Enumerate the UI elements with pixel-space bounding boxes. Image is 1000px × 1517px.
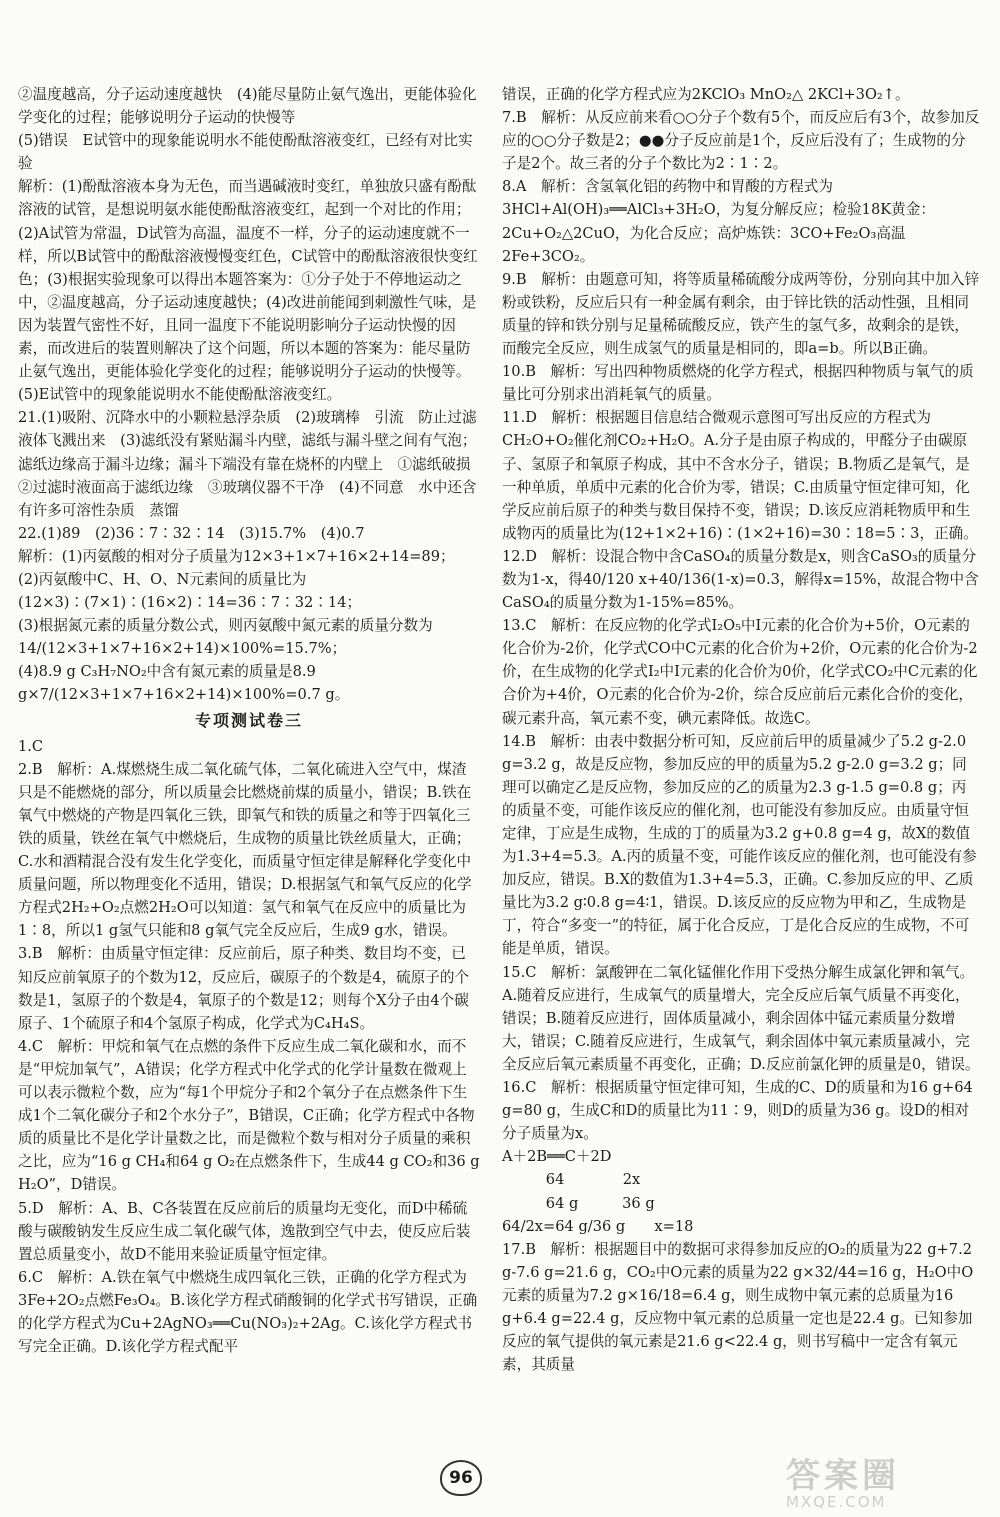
- answer-text-block: 错误，正确的化学方程式应为2KClO₃ MnO₂△ 2KCl+3O₂↑。 7.B 解析：从反应前来看○○分子个数有5个，而反应后有3个，故参加反应的○○分子数是2；●●分子反应前是1个，反应后没有了；生成物的分子是2个。故三者的分子个数比为2∶1∶2。 8.A 解析：含氢氧化铝的药物中和胃酸的方程式为3HCl+Al(OH)₃══AlCl₃+3H₂O，为复分解反应；检验18K黄金：2Cu+O₂△2CuO，为化合反应；高炉炼铁：3CO+Fe₂O₃高温2Fe+3CO₂。 9.B 解析：由题意可知，将等质量稀硫酸分成两等份，分别向其中加入锌粉或铁粉，反应后只有一种金属有剩余，由于锌比铁的活动性强，且相同质量的锌和铁分别与足量稀硫酸反应，铁产生的氢气多，故剩余的是铁，而酸完全反应，则生成氢气的质量是相同的，即a=b。所以B正确。 10.B 解析：写出四种物质燃烧的化学方程式，根据四种物质与氧气的质量比可分别求出消耗氧气的质量。 11.D 解析：根据题目信息结合微观示意图可写出反应的方程式为CH₂O+O₂催化剂CO₂+H₂O。A.分子是由原子构成的，甲醛分子由碳原子、氢原子和氧原子构成，其中不含水分子，错误；B.物质乙是氧气，是一种单质，单质中元素的化合价为零，错误；C.由质量守恒定律可知，化学反应前后原子的种类与数目保持不变，错误；D.该反应消耗物质甲和生成物丙的质量比为(12+1×2+16)∶(1×2+16)=30∶18=5∶3，正确。 12.D 解析：设混合物中含CaSO₄的质量分数是x，则含CaSO₃的质量分数为1-x，得40/120 x+40/136(1-x)=0.3，解得x=15%，故混合物中含CaSO₄的质量分数为1-15%=85%。 13.C 解析：在反应物的化学式I₂O₅中I元素的化合价为+5价，O元素的化合价为-2价，化学式CO中C元素的化合价为+2价，O元素的化合价为-2价，在生成物的化学式I₂中I元素的化合价为0价，化学式CO₂中C元素的化合价为+4价，O元素的化合价为-2价，综合反应前后元素化合价的变化，碳元素升高，氧元素不变，碘元素降低。故选C。 14.B 解析：由表中数据分析可知，反应前后甲的质量减少了5.2 g-2.0 g=3.2 g，故是反应物，参加反应的甲的质量为5.2 g-2.0 g=3.2 g；同理可以确定乙是反应物，参加反应的乙的质量为2.3 g-1.5 g=0.8 g；丙的质量不变，可能作该反应的催化剂，也可能没有参加反应。由质量守恒定律，丁应是生成物，生成的丁的质量为3.2 g+0.8 g=4 g，故X的数值为1.3+4=5.3。A.丙的质量不变，可能作该反应的催化剂，也可能没有参加反应，错误。B.X的数值为1.3+4=5.3，正确。C.参加反应的甲、乙质量比为3.2 g∶0.8 g=4∶1，错误。D.该反应的反应物为甲和乙，生成物是丁，符合“多变一”的特征，属于化合反应，丁是化合反应的生成物，不可能是单质，错误。 15.C 解析：氯酸钾在二氧化锰催化作用下受热分解生成氯化钾和氧气。A.随着反应进行，生成氧气的质量增大，完全反应后氧气质量不再变化，错误；B.随着反应进行，固体质量减小，剩余固体中锰元素质量分数增大，错误；C.随着反应进行，生成氧气，剩余固体中氧元素质量减小，完全反应后氧元素质量不再变化，正确；D.反应前氯化钾的质量是0，错误。 16.C 解析：根据质量守恒定律可知，生成的C、D的质量和为16 g+64 g=80 g，生成C和D的质量比为11∶9，则D的质量为36 g。设D的相对分子质量为x。 A＋2B══C＋2D 64 2x 64 g 36 g 64/2x=64 g/36 g x=18 17.B 解析：根据题目中的数据可求得参加反应的O₂的质量为22 g+7.2 g-7.6 g=21.6 g，CO₂中O元素的质量为22 g×32/44=16 g，H₂O中O元素的质量为7.2 g×16/18=6.4 g，则生成物中氧元素的总质量为16 g+6.4 g=22.4 g，反应物中氧元素的总质量一定也是22.4 g。已知参加反应的氧气提供的氧元素是21.6 g<22.4 g，则书写稿中一定含有氧元素，其质量: [502, 86, 980, 1374]
- answer-text-block: ②温度越高，分子运动速度越快 (4)能尽量防止氨气逸出，更能体验化学变化的过程；能够说明分子运动的快慢等 (5)错误 E试管中的现象能说明水不能使酚酞溶液变红，已经有对比实验 解析：(1)酚酞溶液本身为无色，而当遇碱液时变红，单独放只盛有酚酞溶液的试管，是想说明氨水能使酚酞溶液变红，起到一个对比的作用；(2)A试管为常温，D试管为高温，温度不一样，分子的运动速度就不一样，所以B试管中的酚酞溶液慢慢变红色，C试管中的酚酞溶液很快变红色；(3)根据实验现象可以得出本题答案为：①分子处于不停地运动之中，②温度越高，分子运动速度越快；(4)改进前能闻到刺激性气味，是因为装置气密性不好，且同一温度下不能说明影响分子运动快慢的因素，而改进后的装置则解决了这个问题，所以本题的答案为：能尽量防止氨气逸出，更能体验化学变化的过程；能够说明分子运动的快慢等。(5)E试管中的现象能说明水不能使酚酞溶液变红。 21.(1)吸附、沉降水中的小颗粒悬浮杂质 (2)玻璃棒 引流 防止过滤液体飞溅出来 (3)滤纸没有紧贴漏斗内壁，滤纸与漏斗壁之间有气泡；滤纸边缘高于漏斗边缘；漏斗下端没有靠在烧杯的内壁上 ①滤纸破损 ②过滤时液面高于滤纸边缘 ③玻璃仪器不干净 (4)不同意 水中还含有许多可溶性杂质 蒸馏 22.(1)89 (2)36∶7∶32∶14 (3)15.7% (4)0.7 解析：(1)丙氨酸的相对分子质量为12×3+1×7+16×2+14=89； (2)丙氨酸中C、H、O、N元素间的质量比为(12×3)∶(7×1)∶(16×2)∶14=36∶7∶32∶14； (3)根据氮元素的质量分数公式，则丙氨酸中氮元素的质量分数为14/(12×3+1×7+16×2+14)×100%=15.7%； (4)8.9 g C₃H₇NO₂中含有氮元素的质量是8.9 g×7/(12×3+1×7+16×2+14)×100%=0.7 g。: [18, 86, 478, 704]
- page-number: 96: [440, 1460, 482, 1496]
- watermark-text: 答案圈: [786, 1456, 900, 1496]
- right-column: [502, 83, 980, 1376]
- left-column: [18, 83, 480, 1358]
- watermark-logo: [786, 1448, 986, 1511]
- answer-text-block: 1.C 2.B 解析：A.煤燃烧生成二氧化硫气体，二氧化硫进入空气中，煤渣只是不能燃烧的部分，所以质量会比燃烧前煤的质量小，错误；B.铁在氧气中燃烧的产物是四氧化三铁，即氧气和铁的质量之和等于四氧化三铁的质量，铁丝在氧气中燃烧后，生成物的质量比铁丝质量大，正确；C.水和酒精混合没有发生化学变化，而质量守恒定律是解释化学变化中质量问题，所以物理变化不适用，错误；D.根据氢气和氧气反应的化学方程式2H₂+O₂点燃2H₂O可以知道：氢气和氧气在反应中的质量比为1∶8，所以1 g氢气只能和8 g氧气完全反应后，生成9 g水，错误。 3.B 解析：由质量守恒定律：反应前后，原子种类、数目均不变，已知反应前氧原子的个数为12，反应后，碳原子的个数是4，硫原子的个数是1，氢原子的个数是4，氧原子的个数是12；则每个X分子由4个碳原子、1个硫原子和4个氢原子构成，化学式为C₄H₄S。 4.C 解析：甲烷和氧气在点燃的条件下反应生成二氧化碳和水，而不是“甲烷加氧气”，A错误；化学方程式中化学式的化学计量数在微观上可以表示微粒个数，应为“每1个甲烷分子和2个氧分子在点燃条件下生成1个二氧化碳分子和2个水分子”，B错误，C正确；化学方程式中各物质的质量比不是化学计量数之比，而是微粒个数与相对分子质量的乘积之比，应为“16 g CH₄和64 g O₂在点燃条件下，生成44 g CO₂和36 g H₂O”，D错误。 5.D 解析：A、B、C各装置在反应前后的质量均无变化，而D中稀硫酸与碳酸钠发生反应生成二氧化碳气体，逸散到空气中去，使反应后装置总质量变小，故D不能用来验证质量守恒定律。 6.C 解析：A.铁在氧气中燃烧生成四氧化三铁，正确的化学方程式为3Fe+2O₂点燃Fe₃O₄。B.该化学方程式硝酸铜的化学式书写错误，正确的化学方程式为Cu+2AgNO₃══Cu(NO₃)₂+2Ag。C.该化学方程式书写完全正确。D.该化学方程式配平: [18, 737, 480, 1356]
- watermark-url: MXQE.COM: [786, 1493, 887, 1511]
- section-title: 专项测试卷三: [194, 710, 303, 730]
